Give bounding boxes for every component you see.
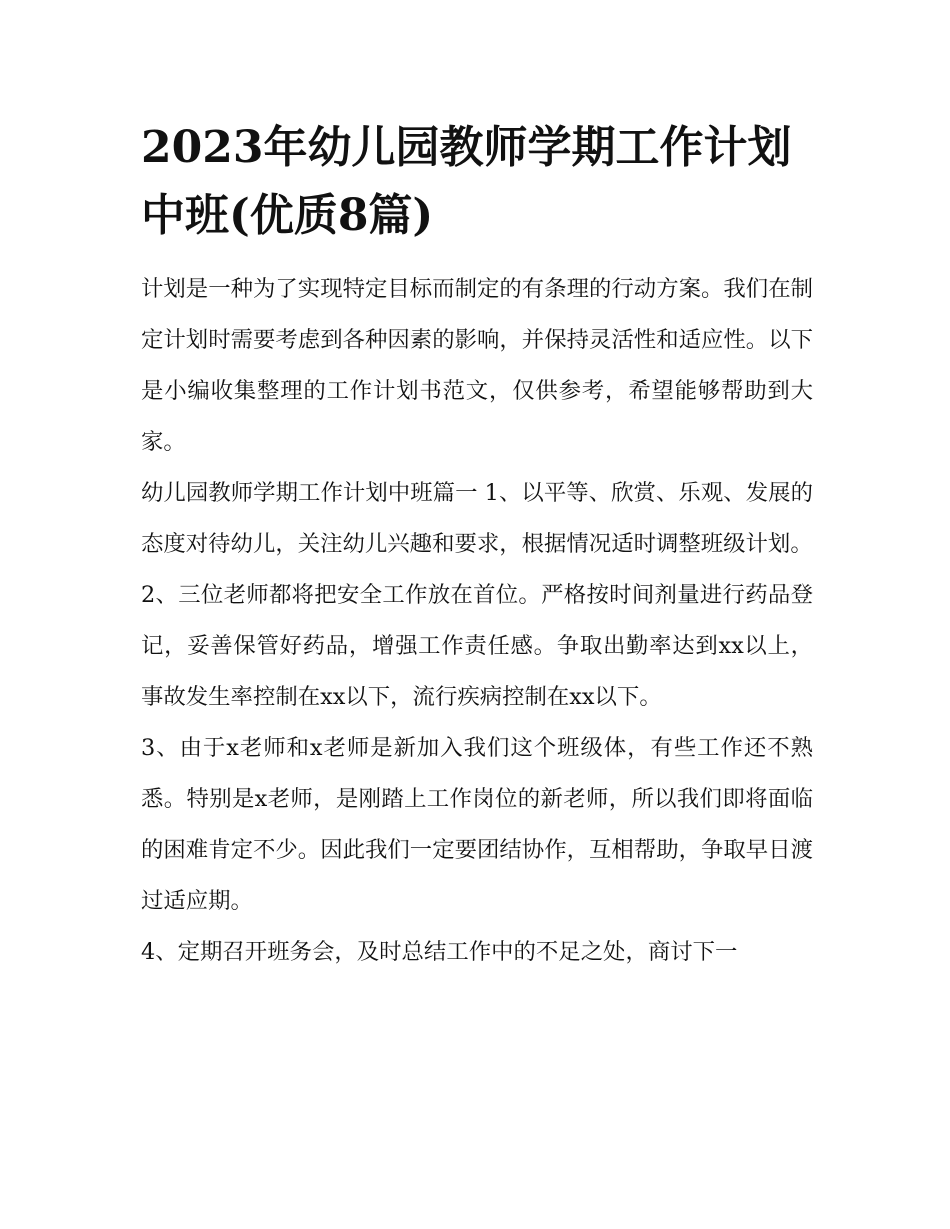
paragraph-item-4: 4、定期召开班务会，及时总结工作中的不足之处，商讨下一 [141,939,738,965]
paragraph-item-2: 2、三位老师都将把安全工作放在首位。严格按时间剂量进行药品登记，妥善保管好药品，增强工作责任感。争取出勤率达到xx以上，事故发生率控制在xx以下，流行疾病控制在xx以下。 [141,582,813,710]
paragraph-item-3: 3、由于x老师和x老师是新加入我们这个班级体，有些工作还不熟悉。特别是x老师，是刚踏上工作岗位的新老师，所以我们即将面临的困难肯定不少。因此我们一定要团结协作，互相帮助，争取早日渡过适应期。 [141,735,813,914]
paragraph-intro: 计划是一种为了实现特定目标而制定的有条理的行动方案。我们在制定计划时需要考虑到各种因素的影响，并保持灵活性和适应性。以下是小编收集整理的工作计划书范文，仅供参考，希望能够帮助到大家。 [141,276,813,455]
document-body [141,114,813,978]
paragraph-item-1: 幼儿园教师学期工作计划中班篇一 1、以平等、欣赏、乐观、发展的态度对待幼儿，关注幼儿兴趣和要求，根据情况适时调整班级计划。 [141,480,813,557]
document-title: 2023年幼儿园教师学期工作计划中班(优质8篇) [141,122,792,241]
